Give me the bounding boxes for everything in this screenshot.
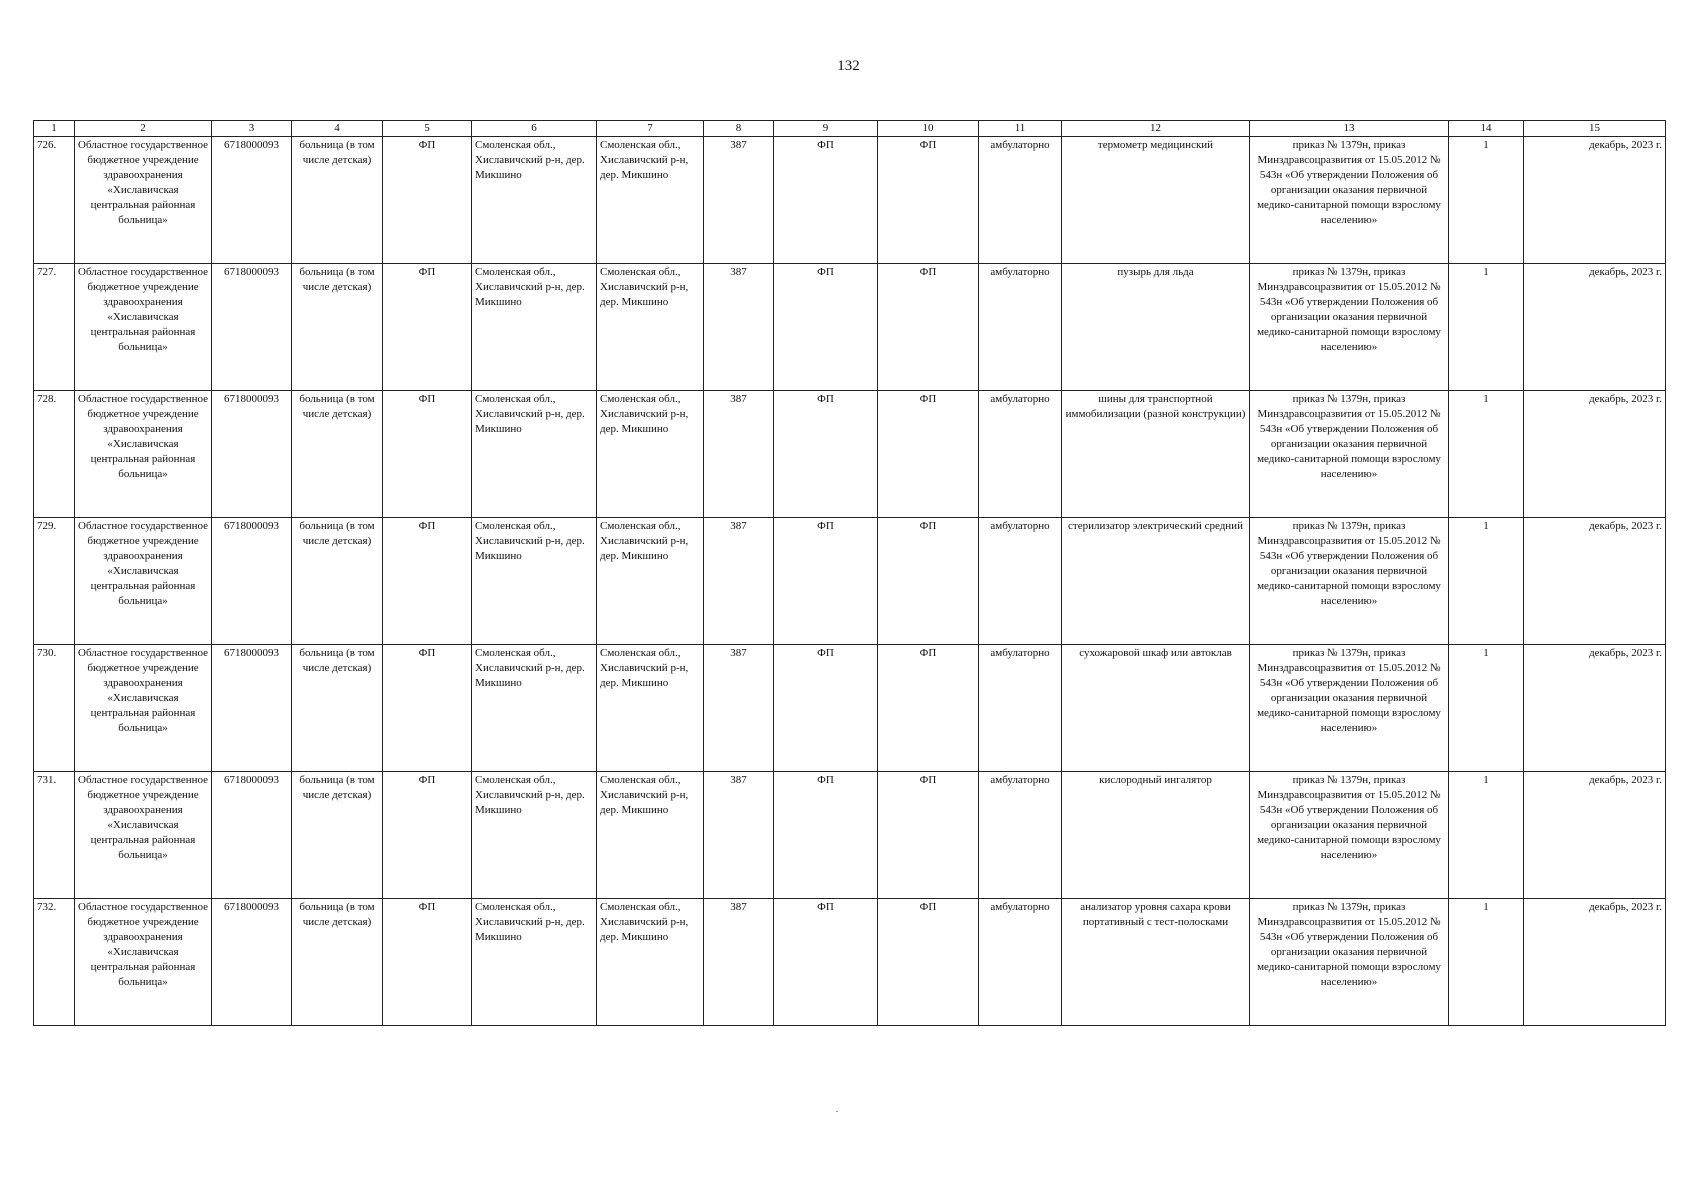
subdivision-type: ФП — [878, 518, 979, 645]
quantity: 1 — [1449, 899, 1524, 1026]
column-header: 9 — [774, 121, 878, 137]
table-row — [34, 645, 1666, 772]
care-mode: амбулаторно — [979, 137, 1062, 264]
facility-type: больница (в том числе детская) — [292, 899, 383, 1026]
care-mode: амбулаторно — [979, 899, 1062, 1026]
subdivision-type: ФП — [878, 264, 979, 391]
deadline: декабрь, 2023 г. — [1524, 518, 1666, 645]
equipment-name: сухожаровой шкаф или автоклав — [1062, 645, 1250, 772]
code: 387 — [704, 899, 774, 1026]
legal-address: Смоленская обл., Хиславичский р-н, дер. Микшино — [472, 391, 597, 518]
organization-name: Областное государственное бюджетное учреждение здравоохранения «Хиславичская центральная районная больница» — [75, 899, 212, 1026]
legal-basis: приказ № 1379н, приказ Минздравсоцразвития от 15.05.2012 № 543н «Об утверждении Положения об организации оказания первичной медико-санитарной помощи взрослому населению» — [1250, 518, 1449, 645]
subdivision-type: ФП — [878, 137, 979, 264]
subdivision-type: ФП — [878, 645, 979, 772]
code: 387 — [704, 518, 774, 645]
facility-type: больница (в том числе детская) — [292, 391, 383, 518]
unit: ФП — [383, 772, 472, 899]
legal-basis: приказ № 1379н, приказ Минздравсоцразвития от 15.05.2012 № 543н «Об утверждении Положения об организации оказания первичной медико-санитарной помощи взрослому населению» — [1250, 264, 1449, 391]
legal-basis: приказ № 1379н, приказ Минздравсоцразвития от 15.05.2012 № 543н «Об утверждении Положения об организации оказания первичной медико-санитарной помощи взрослому населению» — [1250, 391, 1449, 518]
row-number: 727. — [34, 264, 75, 391]
column-header: 14 — [1449, 121, 1524, 137]
equipment-name: шины для транспортной иммобилизации (разной конструкции) — [1062, 391, 1250, 518]
actual-address: Смоленская обл., Хиславичский р-н, дер. Микшино — [597, 772, 704, 899]
code: 387 — [704, 137, 774, 264]
code: 387 — [704, 391, 774, 518]
facility-type: больница (в том числе детская) — [292, 772, 383, 899]
column-header: 12 — [1062, 121, 1250, 137]
column-header: 7 — [597, 121, 704, 137]
equipment-name: стерилизатор электрический средний — [1062, 518, 1250, 645]
organization-name: Областное государственное бюджетное учреждение здравоохранения «Хиславичская центральная районная больница» — [75, 391, 212, 518]
column-header: 11 — [979, 121, 1062, 137]
legal-basis: приказ № 1379н, приказ Минздравсоцразвития от 15.05.2012 № 543н «Об утверждении Положения об организации оказания первичной медико-санитарной помощи взрослому населению» — [1250, 137, 1449, 264]
actual-address: Смоленская обл., Хиславичский р-н, дер. Микшино — [597, 518, 704, 645]
row-number: 732. — [34, 899, 75, 1026]
subdivision: ФП — [774, 391, 878, 518]
equipment-name: термометр медицинский — [1062, 137, 1250, 264]
care-mode: амбулаторно — [979, 264, 1062, 391]
legal-basis: приказ № 1379н, приказ Минздравсоцразвития от 15.05.2012 № 543н «Об утверждении Положения об организации оказания первичной медико-санитарной помощи взрослому населению» — [1250, 899, 1449, 1026]
table-row — [34, 264, 1666, 391]
quantity: 1 — [1449, 264, 1524, 391]
quantity: 1 — [1449, 645, 1524, 772]
inn: 6718000093 — [212, 137, 292, 264]
deadline: декабрь, 2023 г. — [1524, 899, 1666, 1026]
inn: 6718000093 — [212, 518, 292, 645]
subdivision-type: ФП — [878, 391, 979, 518]
inn: 6718000093 — [212, 645, 292, 772]
legal-address: Смоленская обл., Хиславичский р-н, дер. Микшино — [472, 772, 597, 899]
column-header: 13 — [1250, 121, 1449, 137]
unit: ФП — [383, 264, 472, 391]
deadline: декабрь, 2023 г. — [1524, 772, 1666, 899]
column-header: 6 — [472, 121, 597, 137]
quantity: 1 — [1449, 772, 1524, 899]
subdivision: ФП — [774, 899, 878, 1026]
facility-type: больница (в том числе детская) — [292, 264, 383, 391]
organization-name: Областное государственное бюджетное учреждение здравоохранения «Хиславичская центральная районная больница» — [75, 137, 212, 264]
quantity: 1 — [1449, 391, 1524, 518]
actual-address: Смоленская обл., Хиславичский р-н, дер. Микшино — [597, 391, 704, 518]
unit: ФП — [383, 137, 472, 264]
actual-address: Смоленская обл., Хиславичский р-н, дер. Микшино — [597, 645, 704, 772]
care-mode: амбулаторно — [979, 518, 1062, 645]
deadline: декабрь, 2023 г. — [1524, 137, 1666, 264]
actual-address: Смоленская обл., Хиславичский р-н, дер. Микшино — [597, 899, 704, 1026]
row-number: 731. — [34, 772, 75, 899]
table-row — [34, 137, 1666, 264]
row-number: 726. — [34, 137, 75, 264]
subdivision-type: ФП — [878, 899, 979, 1026]
row-number: 730. — [34, 645, 75, 772]
scan-speck — [836, 1111, 838, 1112]
column-header: 2 — [75, 121, 212, 137]
subdivision: ФП — [774, 137, 878, 264]
subdivision: ФП — [774, 645, 878, 772]
subdivision: ФП — [774, 772, 878, 899]
column-number-row — [34, 121, 1666, 137]
unit: ФП — [383, 391, 472, 518]
legal-address: Смоленская обл., Хиславичский р-н, дер. Микшино — [472, 899, 597, 1026]
row-number: 729. — [34, 518, 75, 645]
table-row — [34, 518, 1666, 645]
unit: ФП — [383, 899, 472, 1026]
column-header: 4 — [292, 121, 383, 137]
deadline: декабрь, 2023 г. — [1524, 391, 1666, 518]
facility-type: больница (в том числе детская) — [292, 518, 383, 645]
subdivision-type: ФП — [878, 772, 979, 899]
deadline: декабрь, 2023 г. — [1524, 264, 1666, 391]
legal-address: Смоленская обл., Хиславичский р-н, дер. Микшино — [472, 264, 597, 391]
care-mode: амбулаторно — [979, 391, 1062, 518]
column-header: 5 — [383, 121, 472, 137]
table-row — [34, 391, 1666, 518]
equipment-name: кислородный ингалятор — [1062, 772, 1250, 899]
table-row — [34, 899, 1666, 1026]
unit: ФП — [383, 518, 472, 645]
column-header: 10 — [878, 121, 979, 137]
organization-name: Областное государственное бюджетное учреждение здравоохранения «Хиславичская центральная районная больница» — [75, 518, 212, 645]
actual-address: Смоленская обл., Хиславичский р-н, дер. Микшино — [597, 264, 704, 391]
subdivision: ФП — [774, 264, 878, 391]
column-header: 15 — [1524, 121, 1666, 137]
legal-address: Смоленская обл., Хиславичский р-н, дер. Микшино — [472, 137, 597, 264]
organization-name: Областное государственное бюджетное учреждение здравоохранения «Хиславичская центральная районная больница» — [75, 645, 212, 772]
code: 387 — [704, 264, 774, 391]
legal-address: Смоленская обл., Хиславичский р-н, дер. Микшино — [472, 645, 597, 772]
deadline: декабрь, 2023 г. — [1524, 645, 1666, 772]
inn: 6718000093 — [212, 264, 292, 391]
legal-address: Смоленская обл., Хиславичский р-н, дер. Микшино — [472, 518, 597, 645]
page-number: 132 — [837, 58, 860, 74]
quantity: 1 — [1449, 137, 1524, 264]
unit: ФП — [383, 645, 472, 772]
facility-type: больница (в том числе детская) — [292, 137, 383, 264]
care-mode: амбулаторно — [979, 772, 1062, 899]
quantity: 1 — [1449, 518, 1524, 645]
inn: 6718000093 — [212, 391, 292, 518]
equipment-register-table — [33, 120, 1666, 1026]
organization-name: Областное государственное бюджетное учреждение здравоохранения «Хиславичская центральная районная больница» — [75, 264, 212, 391]
column-header: 8 — [704, 121, 774, 137]
actual-address: Смоленская обл., Хиславичский р-н, дер. Микшино — [597, 137, 704, 264]
legal-basis: приказ № 1379н, приказ Минздравсоцразвития от 15.05.2012 № 543н «Об утверждении Положения об организации оказания первичной медико-санитарной помощи взрослому населению» — [1250, 645, 1449, 772]
inn: 6718000093 — [212, 899, 292, 1026]
care-mode: амбулаторно — [979, 645, 1062, 772]
organization-name: Областное государственное бюджетное учреждение здравоохранения «Хиславичская центральная районная больница» — [75, 772, 212, 899]
equipment-name: анализатор уровня сахара крови портативный с тест-полосками — [1062, 899, 1250, 1026]
facility-type: больница (в том числе детская) — [292, 645, 383, 772]
column-header: 3 — [212, 121, 292, 137]
legal-basis: приказ № 1379н, приказ Минздравсоцразвития от 15.05.2012 № 543н «Об утверждении Положения об организации оказания первичной медико-санитарной помощи взрослому населению» — [1250, 772, 1449, 899]
row-number: 728. — [34, 391, 75, 518]
code: 387 — [704, 645, 774, 772]
table-row — [34, 772, 1666, 899]
inn: 6718000093 — [212, 772, 292, 899]
column-header: 1 — [34, 121, 75, 137]
subdivision: ФП — [774, 518, 878, 645]
equipment-name: пузырь для льда — [1062, 264, 1250, 391]
code: 387 — [704, 772, 774, 899]
